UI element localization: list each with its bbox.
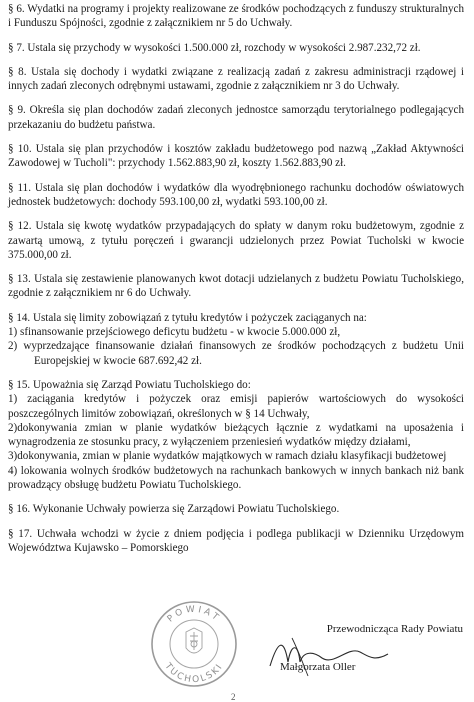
section-14-heading: § 14. Ustala się limity zobowiązań z tytułu kredytów i pożyczek zaciąganych na:	[8, 311, 367, 324]
document-body	[8, 2, 464, 565]
paragraph-17: § 17. Uchwała wchodzi w życie z dniem podjęcia i podlega publikacji w Dzienniku Urzędowym Województwa Kujawsko – Pomorskiego	[8, 527, 464, 554]
paragraph-6: § 6. Wydatki na programy i projekty realizowane ze środków pochodzących z funduszy strukturalnych i Funduszu Spójności, zgodnie z załącznikiem nr 5 do Uchwały.	[8, 3, 464, 30]
paragraph-7: § 7. Ustala się przychody w wysokości 1.500.000 zł, rozchody w wysokości 2.987.232,72 zł.	[8, 41, 421, 54]
signature-name: Małgorzata Oller	[280, 661, 356, 673]
seal-text-top: POWIAT	[165, 604, 223, 625]
signature-title: Przewodnicząca Rady Powiatu	[326, 623, 463, 635]
section-15-item-1: 1) zaciągania kredytów i pożyczek oraz emisji papierów wartościowych do wysokości poszczególnych limitów zobowiązań, określonych w § 14 Uchwały,	[8, 393, 464, 420]
paragraph-9: § 9. Określa się plan dochodów zadań zleconych jednostce samorządu terytorialnego podlegających przekazaniu do budżetu państwa.	[8, 104, 464, 131]
section-14	[8, 311, 464, 368]
section-15-item-4: 4) lokowania wolnych środków budżetowych na rachunkach bankowych w innych bankach niż bank prowadzący obsługę budżetu Powiatu Tucholskiego.	[8, 464, 464, 492]
seal-text-bottom: TUCHOLSKI	[162, 661, 226, 686]
svg-text:TUCHOLSKI	[162, 661, 226, 686]
section-15-item-2: 2)dokonywania zmian w planie wydatków bieżących łącznie z wydatkami na uposażenia i wynagrodzenia ze stosunku pracy, z wyłączeniem przeniesień wydatków między działami,	[8, 421, 464, 449]
paragraph-16: § 16. Wykonanie Uchwały powierza się Zarządowi Powiatu Tucholskiego.	[8, 503, 340, 516]
seal-stamp-icon	[150, 598, 238, 690]
paragraph-11: § 11. Ustala się plan dochodów i wydatków dla wyodrębnionego rachunku dochodów oświatowych jednostek budżetowych: dochody 593.100,00 zł, wydatki 593.100,00 zł.	[8, 181, 464, 208]
paragraph-12: § 12. Ustala się kwotę wydatków przypadających do spłaty w danym roku budżetowym, zgodnie z zawartą umową, z tytułu poręczeń i gwarancji udzielonych przez Powiat Tucholski w kwocie 375.000,00 zł.	[8, 220, 464, 261]
section-14-item-2: 2) wyprzedzające finansowanie działań finansowych ze środków pochodzących z budżetu Unii Europejskiej w kwocie 687.692,42 zł.	[8, 340, 464, 367]
section-15-heading: § 15. Upoważnia się Zarząd Powiatu Tucholskiego do:	[8, 378, 251, 391]
section-14-item-1: 1) sfinansowanie przejściowego deficytu budżetu - w kwocie 5.000.000 zł,	[8, 326, 341, 339]
section-15-item-3: 3)dokonywania, zmian w planie wydatków majątkowych w ramach działu klasyfikacji budżetowej	[8, 450, 447, 463]
section-15	[8, 378, 464, 492]
paragraph-10: § 10. Ustala się plan przychodów i kosztów zakładu budżetowego pod nazwą „Zakład Aktywności Zawodowej w Tucholi": przychody 1.562.883,90 zł, koszty 1.562.883,90 zł.	[8, 143, 464, 170]
paragraph-8: § 8. Ustala się dochody i wydatki związane z realizacją zadań z zakresu administracji rządowej i innych zadań zleconych odrębnymi ustawami, zgodnie z załącznikiem nr 3 do Uchwały.	[8, 65, 464, 93]
paragraph-13: § 13. Ustala się zestawienie planowanych kwot dotacji udzielanych z budżetu Powiatu Tucholskiego, zgodnie z załącznikiem nr 6 do Uchwały.	[8, 273, 464, 300]
page-number: 2	[231, 692, 236, 702]
signature-block	[244, 622, 469, 673]
